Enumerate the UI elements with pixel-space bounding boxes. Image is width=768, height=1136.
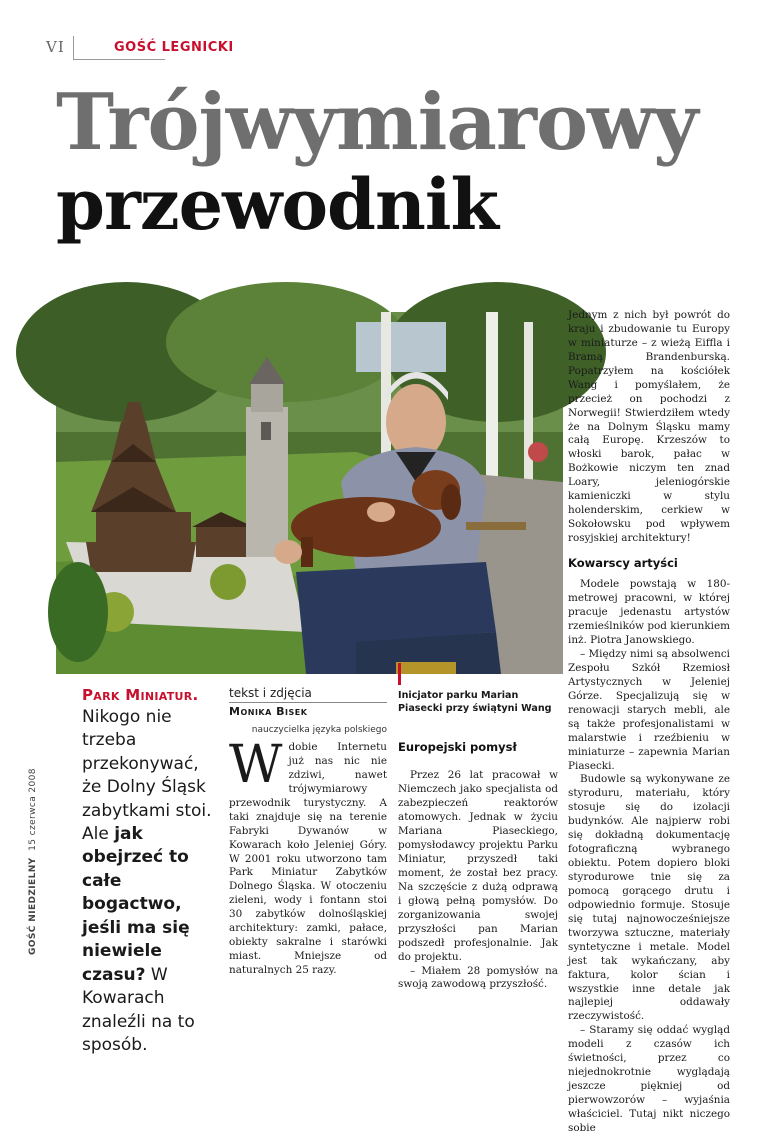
header-divider [73, 36, 74, 60]
publication-date: 15 czerwca 2008 [28, 768, 38, 851]
lead-text-bold: jak obejrzeć to całe bogactwo, jeśli ma się niewiele czasu? [82, 823, 190, 985]
publication-credit [28, 768, 38, 955]
column-2-paragraph: – Miałem 28 pomysłów na swoją zawodową przyszłość. [398, 964, 558, 991]
column-3-paragraph: Budowle są wykonywane ze styroduru, materiału, który stosuje się do izolacji budynków. Ale najpierw robi się dokładną dokumentację fotograficzną wybranego obiektu. Potem dopiero bloki styrodurowe tnie się za pomocą gorącego drutu i odpowiednio formuje. Stosuje się tutaj najnowocześniejsze tworzywa sztuczne, materiały syntetyczne i metale. Model jest tak wykańczany, aby faktura, kolor ścian i wszystkie inne detale jak najlepiej oddawały rzeczywistość. [568, 773, 730, 1023]
column-3-paragraph: – Staramy się oddać wygląd modeli z czasów ich świetności, przez co niejednokrotnie wyglądają jeszcze piękniej od pierwowzorów – wyjaśnia właściciel. Tutaj nikt niczego sobie [568, 1024, 730, 1134]
byline-label: tekst i zdjęcia [229, 686, 312, 700]
column-1 [229, 735, 387, 978]
article-photo [56, 312, 563, 674]
column-1-text: dobie Internetu już nas nic nie zdziwi, nawet trójwymiarowy przewodnik turystyczny. A taki znajduje się na terenie Fabryki Dywanów w Kowarach koło Jeleniej Góry. W 2001 roku utworzono tam Park Miniatur Zabytków Dolnego Śląska. W otoczeniu zieleni, wody i fontann stoi 30 zabytków dolnośląskiej architektury: zamki, pałace, obiekty sakralne i starówki miast. Mniejsze od naturalnych 25 razy. [229, 741, 387, 976]
column-2-paragraph: Przez 26 lat pracował w Niemczech jako specjalista od zabezpieczeń reaktorów atomowych. Jednak w życiu Mariana Piaseckiego, pomysłodawcy projektu Parku Miniatur, przyszedł taki moment, że został bez pracy. Na szczęście z dużą odprawą i głową pełną pomysłów. Do zorganizowania swojej przyszłości pan Marian podszedł profesjonalnie. Jak do projektu. [398, 769, 558, 963]
author-name: Monika Bisek [229, 702, 387, 718]
page-header [0, 0, 768, 60]
byline [229, 686, 387, 735]
lead-text-a: Nikogo nie trzeba przekonywać, że Dolny Śląsk zabytkami stoi. Ale [82, 706, 212, 844]
column-2 [398, 740, 558, 992]
caption-marker [398, 663, 401, 685]
header-underline [73, 59, 165, 60]
author-role: nauczycielka języka polskiego [251, 725, 387, 735]
subhead-kowarscy: Kowarscy artyści [568, 555, 678, 570]
article-headline [56, 77, 698, 246]
column-3-paragraph: Jednym z nich był powrót do kraju i zbudowanie tu Europy w miniaturze – z wieżą Eiffla i Bramą Brandenburską. Popatrzyłem na kościółek Wang i pomyślałem, że przecież on pochodzi z Norwegii! Stwierdziłem wtedy że na Dolnym Śląsku mamy całą Europę. Krzeszów to włoski barok, pałac w Bożkowie niczym ten znad Loary, jeleniogórskie kamieniczki w stylu holenderskim, cerkiew w Sokołowsku pod wpływem rosyjskiej architektury! [568, 309, 730, 544]
column-3-paragraph: – Między nimi są absolwenci Zespołu Szkół Rzemiosł Artystycznych w Jeleniej Górze. Specjalizują się w renowacji starych mebli, ale są także profesjonalistami w malarstwie i rzeźbieniu w miniaturze – zapewnia Marian Piasecki. [568, 648, 730, 772]
section-name: GOŚĆ LEGNICKI [114, 40, 234, 55]
headline-line-2: przewodnik [56, 163, 498, 246]
headline-line-1: Trójwymiarowy [56, 77, 698, 168]
column-3 [568, 309, 730, 1136]
lead-kicker: Park Miniatur. [82, 686, 199, 704]
column-3-paragraph: Modele powstają w 180-metrowej pracowni, w której pracuje jedenastu artystów rzemieślników pod kierunkiem inż. Piotra Janowskiego. [568, 578, 730, 647]
page-number: VI [46, 38, 65, 56]
photo-caption: Inicjator parku Marian Piasecki przy świątyni Wang [398, 690, 552, 714]
lead-text-b: W Kowarach znaleźli na to sposób. [82, 964, 195, 1056]
lead-paragraph [82, 685, 222, 1057]
subhead-europejski: Europejski pomysł [398, 740, 517, 754]
drop-cap: W [229, 735, 283, 795]
publication-name: GOŚĆ NIEDZIELNY [28, 857, 38, 955]
